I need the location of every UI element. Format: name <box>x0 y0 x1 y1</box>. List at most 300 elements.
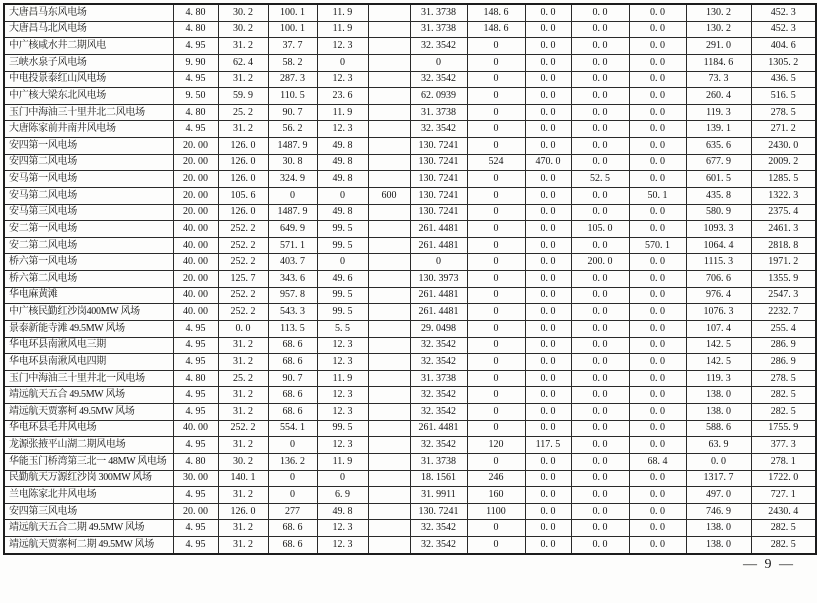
value-cell: 105. 6 <box>218 187 268 204</box>
value-cell: 32. 3542 <box>410 71 467 88</box>
value-cell: 99. 5 <box>317 221 368 238</box>
table-row <box>4 420 816 437</box>
plant-name-cell: 中广核咸水井二期风电 <box>4 38 173 55</box>
table-row <box>4 138 816 155</box>
value-cell: 0. 0 <box>629 370 686 387</box>
value-cell: 0. 0 <box>629 337 686 354</box>
value-cell: 0 <box>467 271 525 288</box>
table-row <box>4 404 816 421</box>
value-cell: 4. 95 <box>173 71 218 88</box>
value-cell: 497. 0 <box>686 487 751 504</box>
value-cell: 0. 0 <box>629 121 686 138</box>
value-cell: 126. 0 <box>218 138 268 155</box>
value-cell: 452. 3 <box>751 4 816 21</box>
plant-name-cell: 中电投景泰红山风电场 <box>4 71 173 88</box>
value-cell: 31. 3738 <box>410 104 467 121</box>
value-cell: 1076. 3 <box>686 304 751 321</box>
value-cell: 0. 0 <box>629 387 686 404</box>
value-cell: 68. 4 <box>629 453 686 470</box>
value-cell: 0. 0 <box>629 320 686 337</box>
value-cell <box>368 138 410 155</box>
value-cell: 0. 0 <box>629 71 686 88</box>
value-cell: 99. 5 <box>317 237 368 254</box>
value-cell: 0. 0 <box>525 387 571 404</box>
table-row <box>4 387 816 404</box>
value-cell: 130. 7241 <box>410 187 467 204</box>
value-cell: 0. 0 <box>571 370 629 387</box>
value-cell <box>368 537 410 554</box>
value-cell: 0 <box>467 54 525 71</box>
value-cell: 2009. 2 <box>751 154 816 171</box>
plant-name-cell: 中广核大梁东北风电场 <box>4 88 173 105</box>
plant-name-cell: 玉门中海油三十里井北一风电场 <box>4 370 173 387</box>
value-cell: 0. 0 <box>525 254 571 271</box>
value-cell: 68. 6 <box>268 404 317 421</box>
value-cell: 138. 0 <box>686 520 751 537</box>
value-cell: 0 <box>467 221 525 238</box>
value-cell <box>368 54 410 71</box>
value-cell: 278. 5 <box>751 104 816 121</box>
value-cell: 20. 00 <box>173 271 218 288</box>
value-cell <box>368 71 410 88</box>
value-cell: 32. 3542 <box>410 337 467 354</box>
value-cell: 601. 5 <box>686 171 751 188</box>
value-cell: 0. 0 <box>525 21 571 38</box>
value-cell: 0. 0 <box>629 154 686 171</box>
value-cell: 0. 0 <box>571 154 629 171</box>
value-cell: 99. 5 <box>317 287 368 304</box>
value-cell: 56. 2 <box>268 121 317 138</box>
value-cell: 404. 6 <box>751 38 816 55</box>
value-cell: 1064. 4 <box>686 237 751 254</box>
value-cell: 0 <box>317 254 368 271</box>
value-cell: 31. 9911 <box>410 487 467 504</box>
value-cell: 571. 1 <box>268 237 317 254</box>
value-cell: 25. 2 <box>218 370 268 387</box>
value-cell: 282. 5 <box>751 404 816 421</box>
plant-name-cell: 龙源张掖平山湖二期风电场 <box>4 437 173 454</box>
value-cell: 2430. 0 <box>751 138 816 155</box>
value-cell: 271. 2 <box>751 121 816 138</box>
value-cell <box>368 21 410 38</box>
value-cell: 0 <box>268 437 317 454</box>
value-cell: 282. 5 <box>751 537 816 554</box>
table-row <box>4 271 816 288</box>
value-cell: 107. 4 <box>686 320 751 337</box>
value-cell: 255. 4 <box>751 320 816 337</box>
value-cell: 31. 2 <box>218 71 268 88</box>
value-cell: 11. 9 <box>317 4 368 21</box>
value-cell: 252. 2 <box>218 237 268 254</box>
value-cell: 4. 95 <box>173 38 218 55</box>
value-cell: 148. 6 <box>467 21 525 38</box>
value-cell: 40. 00 <box>173 254 218 271</box>
value-cell: 40. 00 <box>173 287 218 304</box>
value-cell <box>368 154 410 171</box>
value-cell: 31. 2 <box>218 487 268 504</box>
value-cell: 0. 0 <box>571 237 629 254</box>
value-cell: 68. 6 <box>268 354 317 371</box>
value-cell: 68. 6 <box>268 537 317 554</box>
plant-name-cell: 玉门中海油三十里井北二风电场 <box>4 104 173 121</box>
value-cell: 11. 9 <box>317 21 368 38</box>
value-cell: 0. 0 <box>525 171 571 188</box>
value-cell: 1093. 3 <box>686 221 751 238</box>
value-cell: 0. 0 <box>571 470 629 487</box>
value-cell: 37. 7 <box>268 38 317 55</box>
value-cell: 100. 1 <box>268 21 317 38</box>
value-cell: 12. 3 <box>317 354 368 371</box>
plant-name-cell: 大唐陈家前井南井风电场 <box>4 121 173 138</box>
value-cell: 110. 5 <box>268 88 317 105</box>
value-cell: 12. 3 <box>317 437 368 454</box>
value-cell: 0. 0 <box>571 38 629 55</box>
table-row <box>4 21 816 38</box>
value-cell: 12. 3 <box>317 337 368 354</box>
table-row <box>4 453 816 470</box>
value-cell: 1100 <box>467 503 525 520</box>
value-cell: 278. 1 <box>751 453 816 470</box>
value-cell: 31. 2 <box>218 121 268 138</box>
plant-name-cell: 华电环县南湫风电三期 <box>4 337 173 354</box>
value-cell: 0 <box>467 287 525 304</box>
value-cell: 31. 2 <box>218 404 268 421</box>
value-cell <box>368 387 410 404</box>
value-cell: 4. 95 <box>173 487 218 504</box>
value-cell: 4. 95 <box>173 121 218 138</box>
value-cell: 4. 95 <box>173 520 218 537</box>
value-cell: 0. 0 <box>571 304 629 321</box>
value-cell: 31. 2 <box>218 38 268 55</box>
plant-name-cell: 华电环县南湫风电四期 <box>4 354 173 371</box>
value-cell: 59. 9 <box>218 88 268 105</box>
value-cell: 23. 6 <box>317 88 368 105</box>
plant-table-body <box>4 4 816 554</box>
value-cell <box>368 204 410 221</box>
value-cell: 0. 0 <box>525 337 571 354</box>
value-cell: 1355. 9 <box>751 271 816 288</box>
table-row <box>4 337 816 354</box>
value-cell: 291. 0 <box>686 38 751 55</box>
value-cell: 12. 3 <box>317 404 368 421</box>
value-cell: 0 <box>467 304 525 321</box>
value-cell: 0. 0 <box>629 171 686 188</box>
value-cell <box>368 304 410 321</box>
value-cell: 0 <box>467 104 525 121</box>
value-cell: 0. 0 <box>525 54 571 71</box>
plant-name-cell: 华电环县毛井风电场 <box>4 420 173 437</box>
value-cell: 0. 0 <box>571 88 629 105</box>
value-cell: 0. 0 <box>629 21 686 38</box>
value-cell: 0. 0 <box>629 354 686 371</box>
value-cell: 0. 0 <box>571 320 629 337</box>
value-cell: 58. 2 <box>268 54 317 71</box>
value-cell: 31. 3738 <box>410 21 467 38</box>
table-row <box>4 71 816 88</box>
value-cell: 130. 7241 <box>410 503 467 520</box>
value-cell: 142. 5 <box>686 337 751 354</box>
value-cell: 0. 0 <box>571 503 629 520</box>
value-cell <box>368 320 410 337</box>
value-cell: 0. 0 <box>571 71 629 88</box>
value-cell: 0. 0 <box>629 54 686 71</box>
value-cell: 2818. 8 <box>751 237 816 254</box>
value-cell: 63. 9 <box>686 437 751 454</box>
value-cell: 32. 3542 <box>410 404 467 421</box>
value-cell: 0. 0 <box>571 271 629 288</box>
value-cell: 130. 7241 <box>410 204 467 221</box>
value-cell: 0 <box>268 487 317 504</box>
plant-name-cell: 靖远航天贾寨柯 49.5MW 风场 <box>4 404 173 421</box>
value-cell <box>368 370 410 387</box>
value-cell: 31. 3738 <box>410 370 467 387</box>
value-cell: 68. 6 <box>268 337 317 354</box>
table-row <box>4 537 816 554</box>
value-cell: 4. 80 <box>173 21 218 38</box>
value-cell: 261. 4481 <box>410 221 467 238</box>
value-cell: 4. 80 <box>173 453 218 470</box>
value-cell: 99. 5 <box>317 304 368 321</box>
value-cell: 117. 5 <box>525 437 571 454</box>
plant-name-cell: 安二第一风电场 <box>4 221 173 238</box>
value-cell <box>368 453 410 470</box>
value-cell: 40. 00 <box>173 221 218 238</box>
value-cell: 0. 0 <box>571 437 629 454</box>
value-cell: 29. 0498 <box>410 320 467 337</box>
value-cell: 282. 5 <box>751 387 816 404</box>
value-cell: 0. 0 <box>629 204 686 221</box>
table-row <box>4 487 816 504</box>
table-row <box>4 187 816 204</box>
value-cell: 0. 0 <box>525 537 571 554</box>
value-cell: 12. 3 <box>317 387 368 404</box>
plant-name-cell: 桥六第二风电场 <box>4 271 173 288</box>
table-row <box>4 370 816 387</box>
value-cell: 2461. 3 <box>751 221 816 238</box>
plant-name-cell: 景泰新能寺滩 49.5MW 风场 <box>4 320 173 337</box>
value-cell: 0 <box>467 204 525 221</box>
value-cell: 0. 0 <box>525 470 571 487</box>
value-cell: 130. 2 <box>686 4 751 21</box>
table-row <box>4 237 816 254</box>
wind-farm-data-table <box>3 3 817 555</box>
value-cell: 130. 7241 <box>410 138 467 155</box>
value-cell: 25. 2 <box>218 104 268 121</box>
value-cell: 0. 0 <box>525 304 571 321</box>
value-cell: 0. 0 <box>525 487 571 504</box>
value-cell: 0. 0 <box>525 420 571 437</box>
value-cell: 0. 0 <box>571 4 629 21</box>
value-cell: 0. 0 <box>629 520 686 537</box>
plant-name-cell: 安马第一风电场 <box>4 171 173 188</box>
value-cell: 1322. 3 <box>751 187 816 204</box>
value-cell: 0. 0 <box>525 71 571 88</box>
value-cell <box>368 487 410 504</box>
value-cell: 0. 0 <box>571 520 629 537</box>
value-cell: 32. 3542 <box>410 121 467 138</box>
value-cell: 0 <box>467 254 525 271</box>
value-cell: 0. 0 <box>629 4 686 21</box>
value-cell <box>368 171 410 188</box>
value-cell: 0. 0 <box>629 104 686 121</box>
value-cell: 0. 0 <box>525 104 571 121</box>
value-cell <box>368 121 410 138</box>
value-cell: 32. 3542 <box>410 437 467 454</box>
value-cell: 649. 9 <box>268 221 317 238</box>
value-cell <box>368 271 410 288</box>
value-cell: 4. 95 <box>173 404 218 421</box>
value-cell: 0. 0 <box>571 187 629 204</box>
value-cell: 0. 0 <box>629 254 686 271</box>
value-cell: 1184. 6 <box>686 54 751 71</box>
value-cell: 0. 0 <box>629 138 686 155</box>
value-cell: 5. 5 <box>317 320 368 337</box>
table-row <box>4 254 816 271</box>
plant-name-cell: 安四第三风电场 <box>4 503 173 520</box>
value-cell: 0. 0 <box>571 21 629 38</box>
value-cell: 4. 95 <box>173 437 218 454</box>
value-cell: 0. 0 <box>525 520 571 537</box>
value-cell: 252. 2 <box>218 287 268 304</box>
value-cell: 31. 2 <box>218 537 268 554</box>
value-cell: 0. 0 <box>525 221 571 238</box>
value-cell: 62. 4 <box>218 54 268 71</box>
value-cell: 0 <box>467 453 525 470</box>
table-row <box>4 354 816 371</box>
value-cell: 0. 0 <box>629 304 686 321</box>
value-cell: 1115. 3 <box>686 254 751 271</box>
table-row <box>4 320 816 337</box>
value-cell <box>368 337 410 354</box>
value-cell: 286. 9 <box>751 337 816 354</box>
value-cell: 31. 2 <box>218 520 268 537</box>
value-cell: 31. 2 <box>218 387 268 404</box>
table-row <box>4 4 816 21</box>
value-cell: 90. 7 <box>268 104 317 121</box>
value-cell: 1317. 7 <box>686 470 751 487</box>
value-cell: 0 <box>467 420 525 437</box>
value-cell: 0. 0 <box>525 88 571 105</box>
value-cell: 0 <box>467 404 525 421</box>
value-cell: 4. 95 <box>173 354 218 371</box>
value-cell: 200. 0 <box>571 254 629 271</box>
table-row <box>4 88 816 105</box>
value-cell: 261. 4481 <box>410 287 467 304</box>
value-cell: 261. 4481 <box>410 304 467 321</box>
value-cell: 0. 0 <box>629 221 686 238</box>
value-cell: 282. 5 <box>751 520 816 537</box>
value-cell: 261. 4481 <box>410 237 467 254</box>
value-cell: 246 <box>467 470 525 487</box>
value-cell: 0 <box>467 370 525 387</box>
value-cell: 0. 0 <box>629 420 686 437</box>
value-cell: 126. 0 <box>218 503 268 520</box>
plant-name-cell: 大唐昌马东风电场 <box>4 4 173 21</box>
value-cell: 0 <box>467 520 525 537</box>
value-cell: 125. 7 <box>218 271 268 288</box>
value-cell: 0. 0 <box>571 387 629 404</box>
value-cell: 570. 1 <box>629 237 686 254</box>
value-cell: 436. 5 <box>751 71 816 88</box>
value-cell: 976. 4 <box>686 287 751 304</box>
table-row <box>4 437 816 454</box>
value-cell: 142. 5 <box>686 354 751 371</box>
value-cell <box>368 420 410 437</box>
value-cell: 0. 0 <box>525 4 571 21</box>
value-cell: 260. 4 <box>686 88 751 105</box>
value-cell: 0. 0 <box>571 104 629 121</box>
value-cell: 0. 0 <box>629 537 686 554</box>
value-cell: 252. 2 <box>218 420 268 437</box>
value-cell: 90. 7 <box>268 370 317 387</box>
value-cell: 0. 0 <box>525 320 571 337</box>
value-cell: 0 <box>317 470 368 487</box>
value-cell: 957. 8 <box>268 287 317 304</box>
value-cell: 516. 5 <box>751 88 816 105</box>
value-cell <box>368 4 410 21</box>
value-cell: 119. 3 <box>686 370 751 387</box>
value-cell: 403. 7 <box>268 254 317 271</box>
value-cell: 0. 0 <box>571 537 629 554</box>
value-cell: 2430. 4 <box>751 503 816 520</box>
plant-name-cell: 安四第一风电场 <box>4 138 173 155</box>
value-cell: 2375. 4 <box>751 204 816 221</box>
value-cell <box>368 470 410 487</box>
value-cell: 30. 00 <box>173 470 218 487</box>
table-row <box>4 470 816 487</box>
value-cell: 4. 95 <box>173 337 218 354</box>
value-cell: 0. 0 <box>525 38 571 55</box>
value-cell: 0 <box>467 337 525 354</box>
value-cell: 324. 9 <box>268 171 317 188</box>
value-cell: 0. 0 <box>571 337 629 354</box>
value-cell: 49. 6 <box>317 271 368 288</box>
value-cell: 9. 90 <box>173 54 218 71</box>
value-cell: 4. 95 <box>173 537 218 554</box>
value-cell: 0 <box>467 387 525 404</box>
value-cell: 524 <box>467 154 525 171</box>
value-cell: 20. 00 <box>173 187 218 204</box>
value-cell: 0. 0 <box>571 487 629 504</box>
value-cell: 12. 3 <box>317 121 368 138</box>
value-cell: 105. 0 <box>571 221 629 238</box>
value-cell: 12. 3 <box>317 38 368 55</box>
value-cell: 160 <box>467 487 525 504</box>
value-cell: 0 <box>467 237 525 254</box>
table-row <box>4 503 816 520</box>
value-cell: 0. 0 <box>218 320 268 337</box>
value-cell: 31. 3738 <box>410 453 467 470</box>
value-cell: 287. 3 <box>268 71 317 88</box>
value-cell <box>368 354 410 371</box>
value-cell: 261. 4481 <box>410 420 467 437</box>
plant-name-cell: 中广核民勤红沙岗400MW 风场 <box>4 304 173 321</box>
value-cell: 600 <box>368 187 410 204</box>
value-cell: 0 <box>317 187 368 204</box>
value-cell: 0 <box>467 171 525 188</box>
value-cell: 0 <box>317 54 368 71</box>
value-cell: 40. 00 <box>173 420 218 437</box>
value-cell: 6. 9 <box>317 487 368 504</box>
value-cell <box>368 104 410 121</box>
plant-name-cell: 民勤航天万源红沙岗 300MW 风场 <box>4 470 173 487</box>
page-number: — 9 — <box>743 557 795 572</box>
value-cell: 0 <box>467 71 525 88</box>
value-cell: 0. 0 <box>525 404 571 421</box>
value-cell: 252. 2 <box>218 304 268 321</box>
value-cell: 0. 0 <box>525 271 571 288</box>
value-cell: 0. 0 <box>571 121 629 138</box>
